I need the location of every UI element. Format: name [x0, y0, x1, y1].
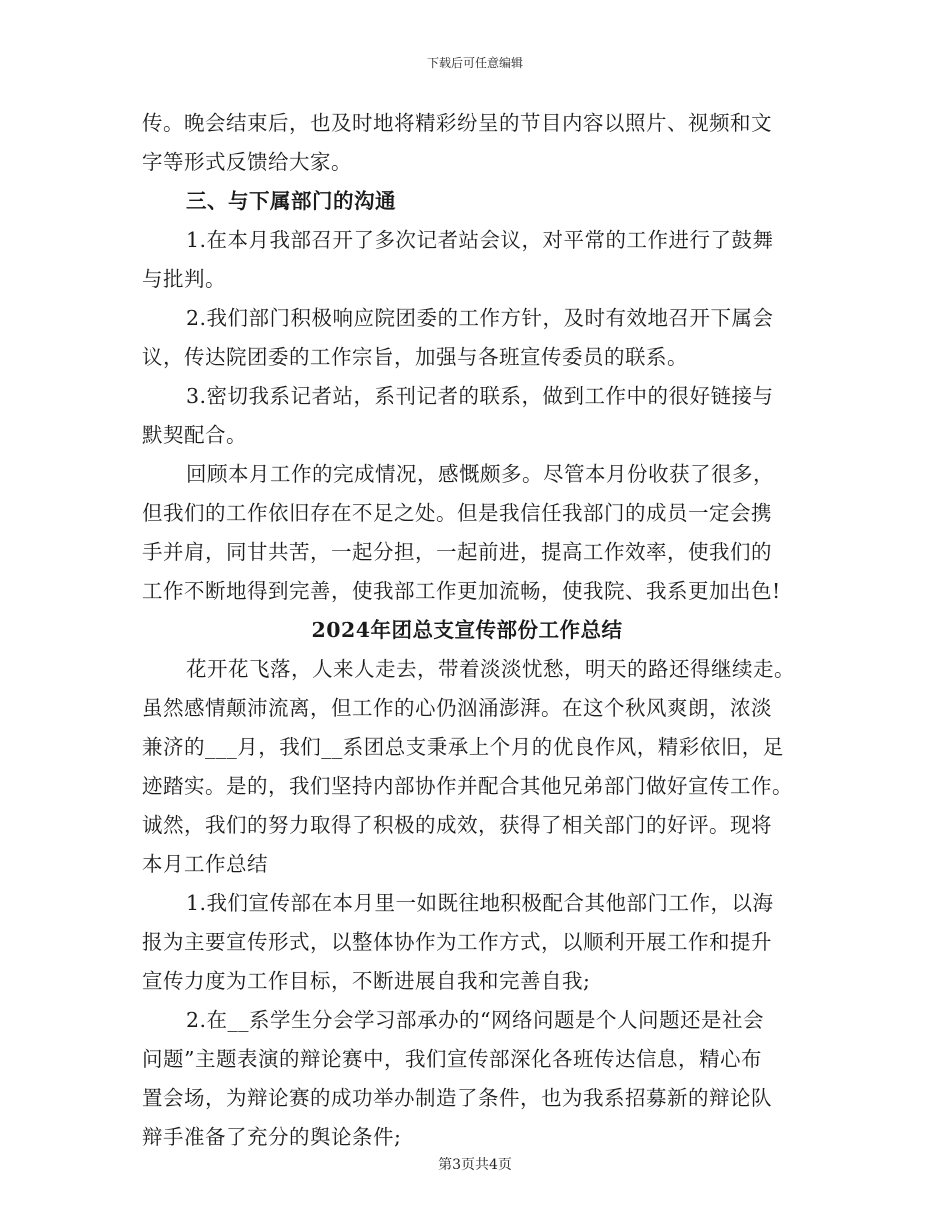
text-line: 回顾本月工作的完成情况，感慨颇多。尽管本月份收获了很多，: [186, 462, 774, 486]
text-line: 2.我们部门积极响应院团委的工作方针，及时有效地召开下属会: [186, 306, 774, 330]
text-line: 本月工作总结: [142, 852, 268, 876]
text-line: 1.我们宣传部在本月里一如既往地积极配合其他部门工作，以海: [186, 891, 774, 915]
text-line: 2.在__系学生分会学习部承办的“网络问题是个人问题还是社会: [186, 1008, 765, 1032]
text-line: 手并肩，同甘共苦，一起分担，一起前进，提高工作效率，使我们的: [142, 540, 772, 564]
text-line: 3.密切我系记者站，系刊记者的联系，做到工作中的很好链接与: [186, 384, 774, 408]
text-line: 议，传达院团委的工作宗旨，加强与各班宣传委员的联系。: [142, 345, 688, 369]
page-footer: 第3页共4页: [438, 1157, 512, 1173]
document-title: 2024年团总支宣传部份工作总结: [311, 618, 623, 642]
text-line: 默契配合。: [142, 423, 247, 447]
text-line: 但我们的工作依旧存在不足之处。但是我信任我部门的成员一定会携: [142, 501, 772, 525]
text-line: 传。晚会结束后，也及时地将精彩纷呈的节目内容以照片、视频和文: [142, 111, 772, 135]
text-line: 1.在本月我部召开了多次记者站会议，对平常的工作进行了鼓舞: [186, 228, 774, 252]
text-line: 与批判。: [142, 267, 226, 291]
text-line: 迹踏实。是的，我们坚持内部协作并配合其他兄弟部门做好宣传工作。: [142, 774, 793, 798]
text-line: 虽然感情颠沛流离，但工作的心仍汹涌澎湃。在这个秋风爽朗，浓淡: [142, 696, 772, 720]
text-line: 宣传力度为工作目标，不断进展自我和完善自我;: [142, 969, 591, 993]
text-line: 工作不断地得到完善，使我部工作更加流畅，使我院、我系更加出色!: [142, 579, 781, 603]
text-line: 字等形式反馈给大家。: [142, 150, 352, 174]
text-line: 兼济的___月，我们__系团总支秉承上个月的优良作风，精彩依旧，足: [142, 735, 784, 759]
document-body: [142, 104, 812, 1157]
text-line: 花开花飞落，人来人走去，带着淡淡忧愁，明天的路还得继续走。: [186, 657, 795, 681]
text-line: 辩手准备了充分的舆论条件;: [142, 1125, 402, 1149]
header-note: 下载后可任意编辑: [426, 56, 523, 70]
text-line: 诚然，我们的努力取得了积极的成效，获得了相关部门的好评。现将: [142, 813, 772, 837]
text-line: 报为主要宣传形式，以整体协作为工作方式，以顺利开展工作和提升: [142, 930, 772, 954]
text-line: 置会场，为辩论赛的成功举办制造了条件，也为我系招募新的辩论队: [142, 1086, 772, 1110]
text-line: 问题”主题表演的辩论赛中，我们宣传部深化各班传达信息，精心布: [142, 1047, 762, 1071]
section-heading: 三、与下属部门的沟通: [186, 189, 396, 213]
